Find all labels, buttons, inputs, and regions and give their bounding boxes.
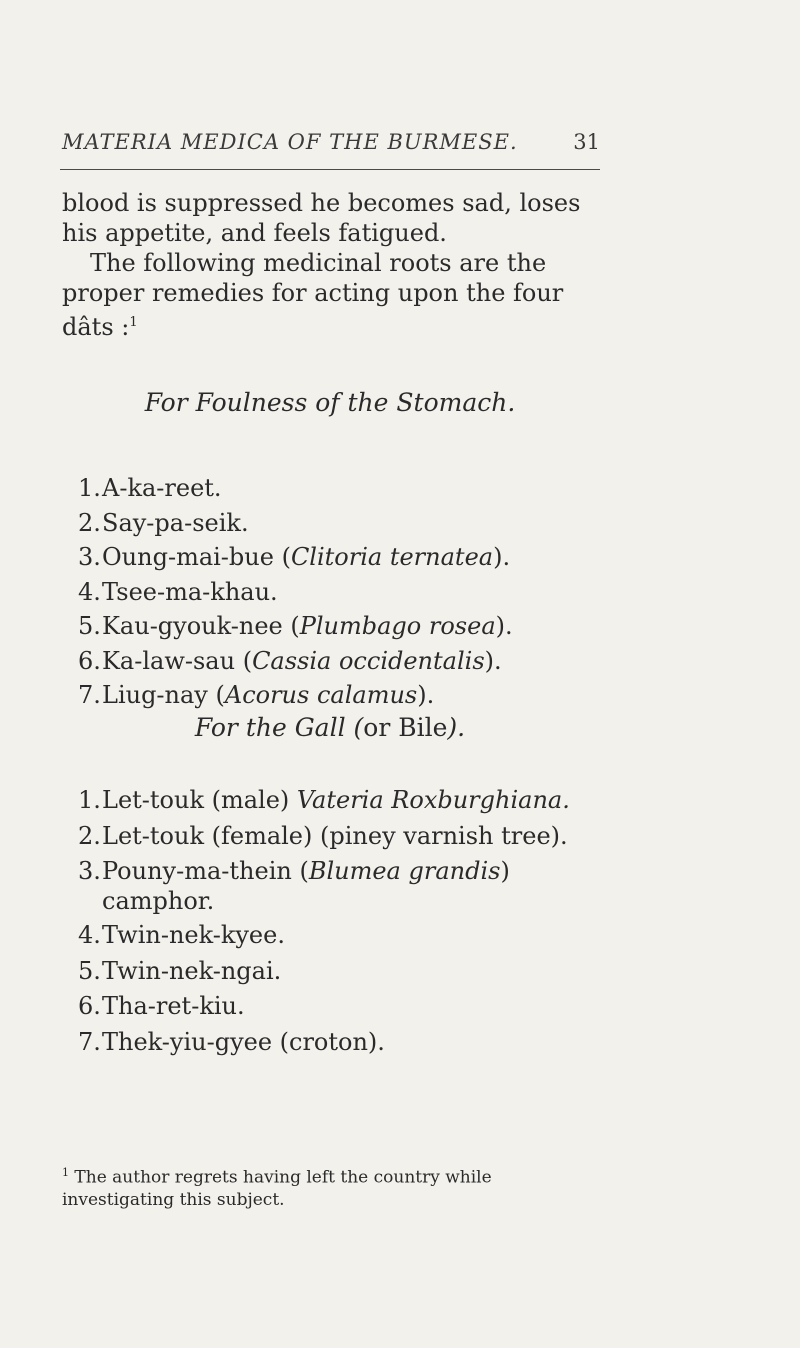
list-item: 6. Ka-law-sau (Cassia occidentalis). — [78, 646, 502, 675]
list-item: 1. Let-touk (male) Vateria Roxburghiana. — [78, 786, 570, 814]
list-item: 6. Tha-ret-kiu. — [78, 992, 245, 1020]
list-item: 7. Liug-nay (Acorus calamus). — [78, 681, 435, 709]
footnote-text: The author regrets having left the country while investigating this subject. — [62, 1167, 492, 1210]
stomach-remedies-list — [78, 473, 513, 715]
header-rule — [60, 169, 600, 170]
list-item: 2. Say-pa-seik. — [78, 508, 249, 537]
list-item: 3. Oung-mai-bue (Clitoria ternatea). — [78, 543, 511, 571]
footnote — [62, 1162, 602, 1211]
gall-remedies-list — [78, 785, 618, 1062]
list-item: 5. Twin-nek-ngai. — [78, 956, 282, 985]
list-item: 3. Pouny-ma-thein (Blumea grandis) camphor. — [78, 857, 510, 915]
section-heading-gall: For the Gall (or Bile). — [194, 713, 466, 742]
footnote-reference: 1 — [129, 315, 138, 330]
running-title: MATERIA MEDICA OF THE BURMESE. — [62, 130, 518, 154]
list-item: 4. Twin-nek-kyee. — [78, 921, 285, 949]
list-item: 2. Let-touk (female) (piney varnish tree). — [78, 821, 568, 850]
paragraph-1: blood is suppressed he becomes sad, loses his appetite, and feels fatigued. — [62, 189, 581, 247]
running-header — [62, 130, 600, 170]
paragraph-2 — [62, 248, 602, 342]
page-number: 31 — [573, 130, 600, 154]
list-item: 4. Tsee-ma-khau. — [78, 577, 278, 606]
list-item: 5. Kau-gyouk-nee (Plumbago rosea). — [78, 612, 513, 640]
footnote-mark: 1 — [62, 1166, 69, 1179]
paragraph-2-text: The following medicinal roots are the proper remedies for acting upon the four dâts : — [62, 249, 564, 341]
section-heading-stomach: For Foulness of the Stomach. — [144, 388, 516, 417]
list-item: 7. Thek-yiu-gyee (croton). — [78, 1027, 385, 1056]
list-item: 1. A-ka-reet. — [78, 474, 222, 502]
